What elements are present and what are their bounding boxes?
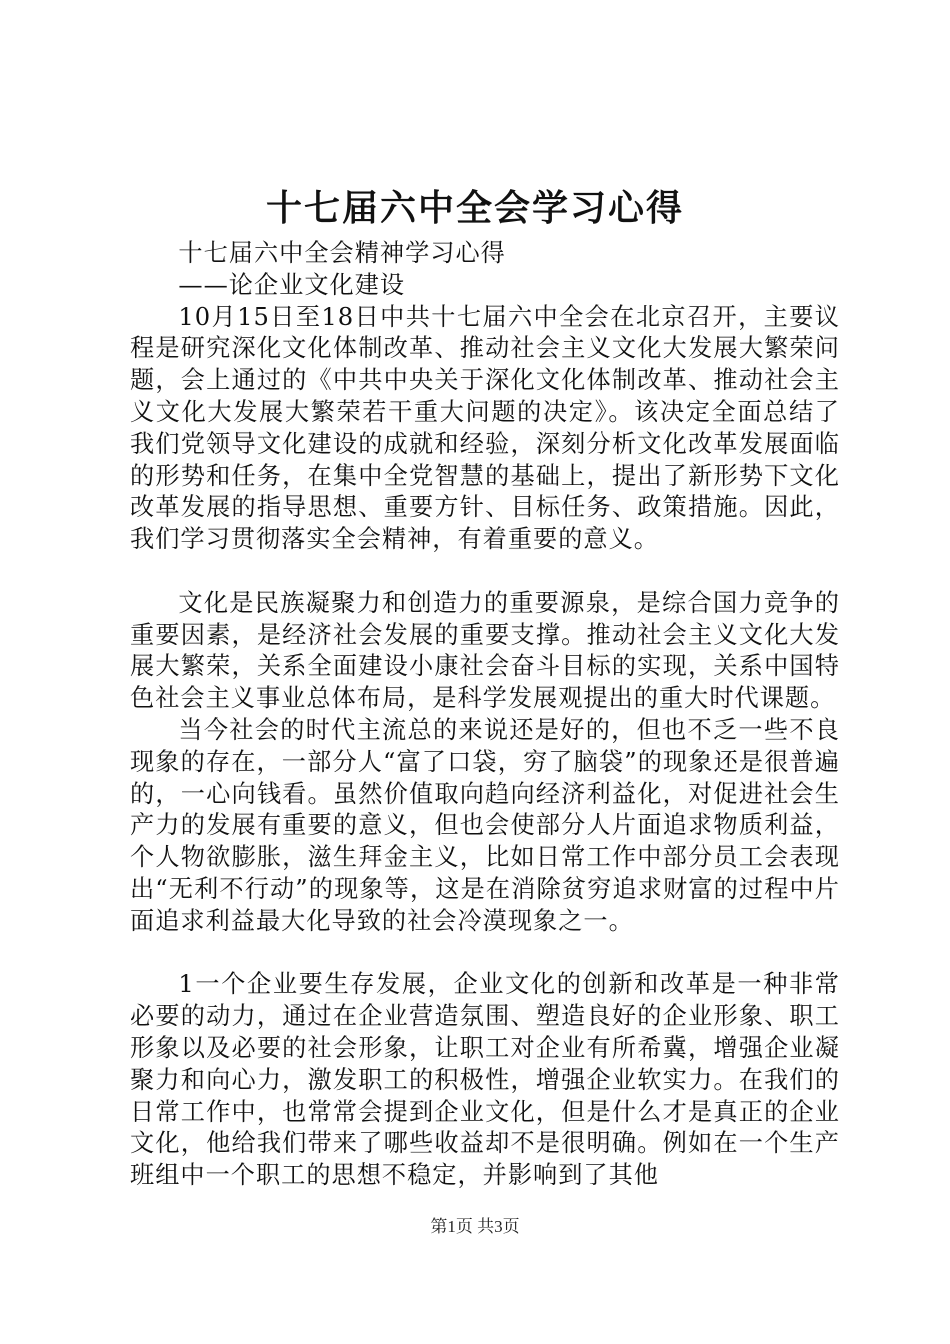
subtitle-sub: ——论企业文化建设 xyxy=(178,270,406,299)
paragraph-3: 当今社会的时代主流总的来说还是好的，但也不乏一些不良现象的存在，一部分人“富了口袋，穷了脑袋”的现象还是很普遍的，一心向钱看。虽然价值取向趋向经济利益化，对促进社会生产力的发展有重要的意义，但也会使部分人片面追求物质利益，个人物欲膨胀，滋生拜金主义，比如日常工作中部分员工会表现出“无利不行动”的现象等，这是在消除贫穷追求财富的过程中片面追求利益最大化导致的社会冷漠现象之一。 xyxy=(130,715,840,935)
paragraph-4: 1一个企业要生存发展，企业文化的创新和改革是一种非常必要的动力，通过在企业营造氛围、塑造良好的企业形象、职工形象以及必要的社会形象，让职工对企业有所希冀，增强企业凝聚力和向心力，激发职工的积极性，增强企业软实力。在我们的日常工作中，也常常会提到企业文化，但是什么才是真正的企业文化，他给我们带来了哪些收益却不是很明确。例如在一个生产班组中一个职工的思想不稳定，并影响到了其他 xyxy=(130,970,840,1190)
paragraph-1: 10月15日至18日中共十七届六中全会在北京召开，主要议程是研究深化文化体制改革、推动社会主义文化大发展大繁荣问题，会上通过的《中共中央关于深化文化体制改革、推动社会主义文化大发展大繁荣若干重大问题的决定》。该决定全面总结了我们党领导文化建设的成就和经验，深刻分析文化改革发展面临的形势和任务，在集中全党智慧的基础上，提出了新形势下文化改革发展的指导思想、重要方针、目标任务、政策措施。因此，我们学习贯彻落实全会精神，有着重要的意义。 xyxy=(130,302,840,554)
paragraph-2: 文化是民族凝聚力和创造力的重要源泉，是综合国力竞争的重要因素，是经济社会发展的重要支撑。推动社会主义文化大发展大繁荣，关系全面建设小康社会奋斗目标的实现，关系中国特色社会主义事业总体布局，是科学发展观提出的重大时代课题。 xyxy=(130,588,840,713)
subtitle-main: 十七届六中全会精神学习心得 xyxy=(178,239,506,267)
page-number-footer: 第1页 共3页 xyxy=(430,1217,520,1236)
document-body xyxy=(130,238,840,1192)
document-title: 十七届六中全会学习心得 xyxy=(265,187,684,229)
